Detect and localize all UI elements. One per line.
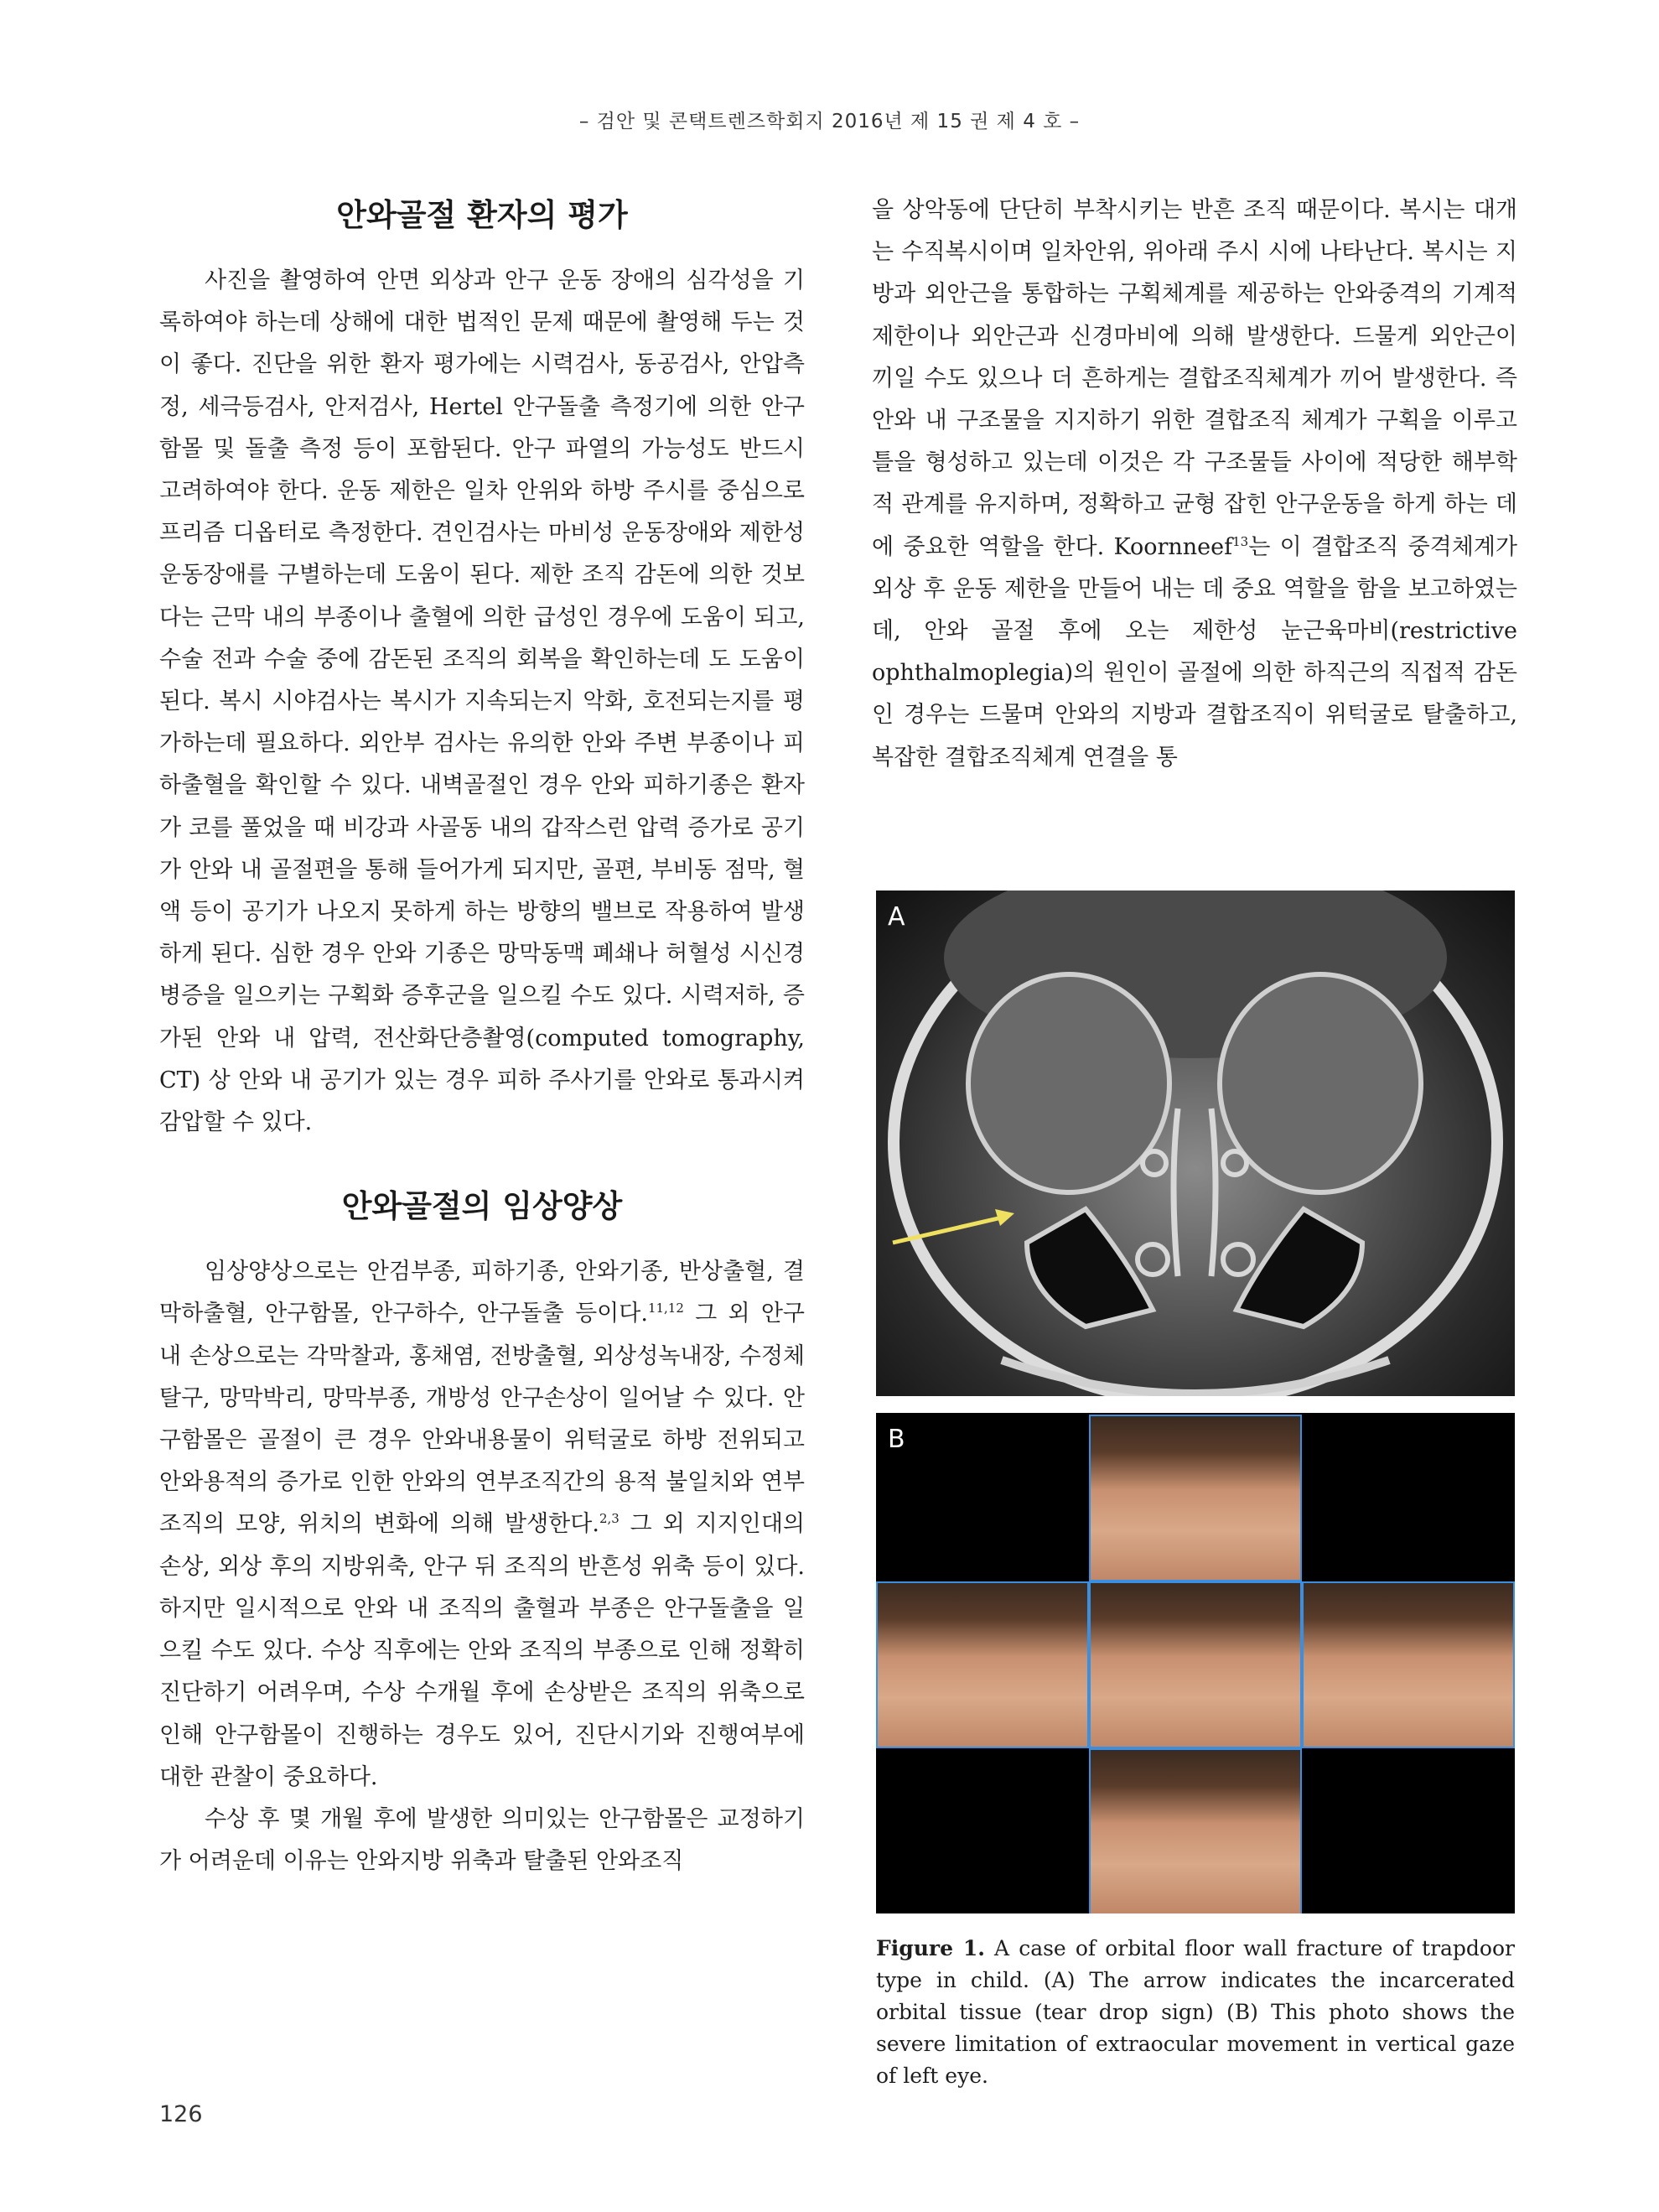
section-title-clinical: 안와골절의 임상양상 bbox=[341, 1188, 623, 1225]
right-column bbox=[872, 190, 1517, 779]
paragraph-clinical-1 bbox=[159, 1251, 805, 1799]
eye-photo-grid bbox=[876, 1413, 1515, 1913]
page-number: 126 bbox=[159, 2101, 203, 2127]
eye-photo-center bbox=[1089, 1581, 1302, 1748]
paragraph-evaluation: 사진을 촬영하여 안면 외상과 안구 운동 장애의 심각성을 기록하여야 하는데 상해에 대한 법적인 문제 때문에 촬영해 두는 것이 좋다. 진단을 위한 환자 평가에는 시력검사, 동공검사, 안압측정, 세극등검사, 안저검사, Hertel 안구돌출 측정기에 의한 안구함몰 및 돌출 측정 등이 포함된다. 안구 파열의 가능성도 반드시 고려하여야 한다. 운동 제한은 일차 안위와 하방 주시를 중심으로 프리즘 디옵터로 측정한다. 견인검사는 마비성 운동장애와 제한성 운동장애를 구별하는데 도움이 된다. 제한 조직 감돈에 의한 것보다는 근막 내의 부종이나 출혈에 의한 급성인 경우에 도움이 되고, 수술 전과 수술 중에 감돈된 조직의 회복을 확인하는데 도 도움이 된다. 복시 시야검사는 복시가 지속되는지 악화, 호전되는지를 평가하는데 필요하다. 외안부 검사는 유의한 안와 주변 부종이나 피하출혈을 확인할 수 있다. 내벽골절인 경우 안와 피하기종은 환자가 코를 풀었을 때 비강과 사골동 내의 갑작스런 압력 증가로 공기가 안와 내 골절편을 통해 들어가게 되지만, 골편, 부비동 점막, 혈액 등이 공기가 나오지 못하게 하는 방향의 밸브로 작용하여 발생하게 된다. 심한 경우 안와 기종은 망막동맥 폐쇄나 허혈성 시신경병증을 일으키는 구획화 증후군을 일으킬 수도 있다. 시력저하, 증가된 안와 내 압력, 전산화단층촬영(computed tomography, CT) 상 안와 내 공기가 있는 경우 피하 주사기를 안와로 통과시켜 감압할 수 있다. bbox=[159, 267, 805, 1136]
text-run: 그 외 지지인대의 손상, 외상 후의 지방위축, 안구 뒤 조직의 반흔성 위축 등이 있다. 하지만 일시적으로 안와 내 조직의 출혈과 부종은 안구돌출을 일으킬 수도 있다. 수상 직후에는 안와 조직의 부종으로 인해 정확히 진단하기 어려우며, 수상 수개월 후에 손상받은 조직의 위축으로 인해 안구함몰이 진행하는 경우도 있어, 진단시기와 진행여부에 대한 관찰이 중요하다. bbox=[159, 1511, 805, 1790]
text-run: 는 이 결합조직 중격체계가 외상 후 운동 제한을 만들어 내는 데 중요 역할을 함을 보고하였는데, 안와 골절 후에 오는 제한성 눈근육마비(restrictive ophthalmoplegia)의 원인이 골절에 의한 하직근의 직접적 감돈인 경우는 드물며 안와의 지방과 결합조직이 위턱굴로 탈출하고, 복잡한 결합조직체계 연결을 통 bbox=[872, 533, 1517, 771]
ct-arrowhead bbox=[995, 1209, 1014, 1226]
citation: 11,12 bbox=[647, 1301, 684, 1316]
citation: 13 bbox=[1232, 533, 1249, 549]
paragraph-continued bbox=[872, 190, 1517, 779]
panel-label-b: B bbox=[888, 1425, 905, 1454]
figure-caption bbox=[876, 1933, 1515, 2092]
text-run: 임상양상으로는 안검부종, 피하기종, 안와기종, 반상출혈, 결막하출혈, 안구함몰, 안구하수, 안구돌출 등이다. bbox=[159, 1259, 805, 1327]
running-header: – 검안 및 콘택트렌즈학회지 2016년 제 15 권 제 4 호 – bbox=[578, 111, 1081, 132]
eye-photo-up bbox=[1089, 1415, 1302, 1581]
caption-text: A case of orbital floor wall fracture of trapdoor type in child. (A) The arrow indicates the incarcerated orbital tissue (tear drop sign) (B) This photo shows the severe limitation of extraocular movement in vertical gaze of left eye. bbox=[876, 1936, 1515, 2088]
citation: 2,3 bbox=[599, 1511, 620, 1527]
paragraph-clinical-2: 수상 후 몇 개월 후에 발생한 의미있는 안구함몰은 교정하기가 어려운데 이유는 안와지방 위축과 탈출된 안와조직 bbox=[159, 1805, 805, 1875]
ct-scan-image bbox=[876, 891, 1515, 1396]
panel-label-a: A bbox=[888, 902, 905, 932]
section-title-evaluation: 안와골절 환자의 평가 bbox=[336, 197, 628, 233]
eye-photo-left bbox=[1302, 1581, 1515, 1748]
caption-label: Figure 1. bbox=[876, 1936, 985, 1960]
text-run: 을 상악동에 단단히 부착시키는 반흔 조직 때문이다. 복시는 대개는 수직복시이며 일차안위, 위아래 주시 시에 나타난다. 복시는 지방과 외안근을 통합하는 구획체계를 제공하는 안와중격의 기계적 제한이나 외안근과 신경마비에 의해 발생한다. 드물게 외안근이 끼일 수도 있으나 더 흔하게는 결합조직체계가 끼어 발생한다. 즉 안와 내 구조물을 지지하기 위한 결합조직 체계가 구획을 이루고 틀을 형성하고 있는데 이것은 각 구조물들 사이에 적당한 해부학적 관계를 유지하며, 정확하고 균형 잡힌 안구운동을 하게 하는 데에 중요한 역할을 한다. Koornneef bbox=[872, 197, 1517, 560]
text-run: 그 외 안구 내 손상으로는 각막찰과, 홍채염, 전방출혈, 외상성녹내장, 수정체탈구, 망막박리, 망막부종, 개방성 안구손상이 일어날 수 있다. 안구함몰은 골절이 큰 경우 안와내용물이 위턱굴로 하방 전위되고 안와용적의 증가로 인한 안와의 연부조직간의 용적 불일치와 연부조직의 모양, 위치의 변화에 의해 발생한다. bbox=[159, 1301, 806, 1538]
left-column bbox=[159, 190, 805, 1882]
eye-photo-right bbox=[876, 1581, 1089, 1748]
ct-scan-drawing bbox=[876, 891, 1515, 1396]
eye-photo-down bbox=[1089, 1748, 1302, 1913]
